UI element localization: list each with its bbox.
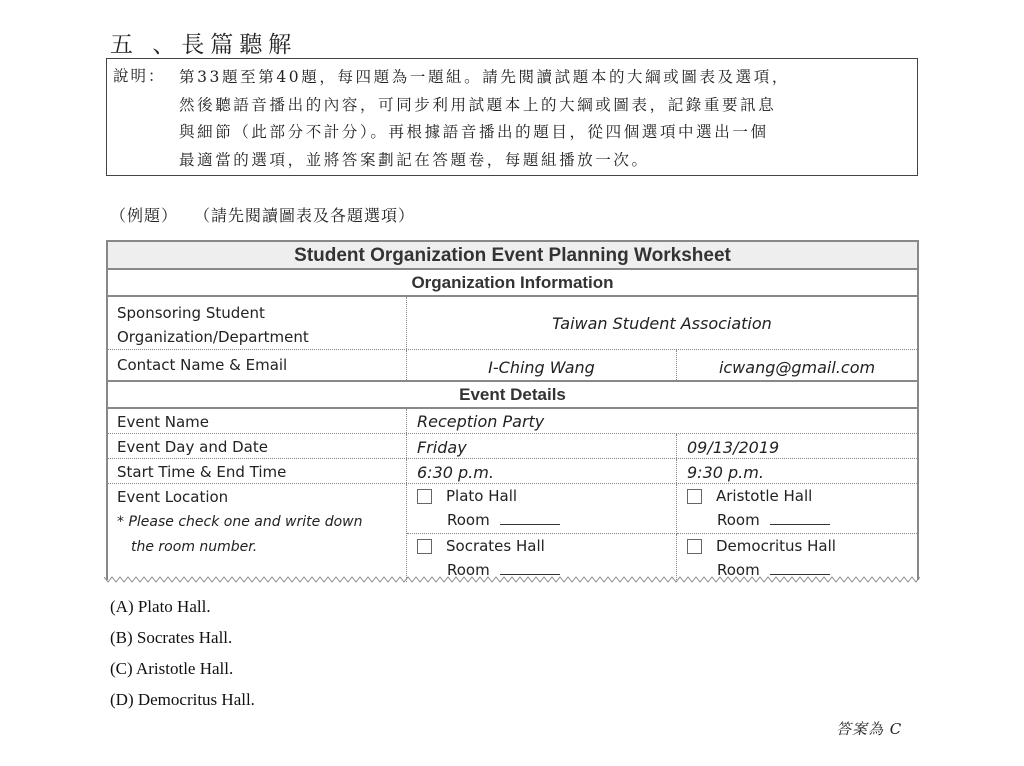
location-note: the room number. <box>131 539 258 555</box>
room-number-blank[interactable] <box>770 512 830 525</box>
instructions-box <box>106 58 918 176</box>
organization-info-header: Organization Information <box>108 270 917 297</box>
instruction-line: 最適當的選項，並將答案劃記在答題卷，每題組播放一次。 <box>179 150 650 169</box>
contact-row <box>108 350 917 382</box>
end-time-value: 9:30 p.m. <box>687 463 764 482</box>
sponsor-value: Taiwan Student Association <box>552 314 772 333</box>
hall-name: Democritus Hall <box>716 537 836 555</box>
hall-option-plato <box>407 484 677 534</box>
room-label: Room <box>717 561 760 579</box>
event-date-value: 09/13/2019 <box>687 438 780 457</box>
room-label: Room <box>717 511 760 529</box>
socrates-hall-checkbox[interactable] <box>417 539 432 554</box>
hall-name: Socrates Hall <box>446 537 545 555</box>
instruction-line: 第33題至第40題，每四題為一題組。請先閱讀試題本的大綱或圖表及選項， <box>179 68 790 86</box>
day-date-row <box>108 434 917 459</box>
section-title: 五 、長篇聽解 <box>110 32 298 58</box>
day-date-label: Event Day and Date <box>108 434 407 458</box>
start-time-value: 6:30 p.m. <box>407 459 677 483</box>
contact-label: Contact Name & Email <box>108 350 407 380</box>
time-row <box>108 459 917 484</box>
example-label: （例題） <box>110 206 179 225</box>
instructions-text <box>179 64 913 174</box>
option-a: (A) Plato Hall. <box>110 597 211 616</box>
contact-name: I-Ching Wang <box>407 350 677 380</box>
location-note: * Please check one and write down <box>117 514 363 530</box>
hall-option-aristotle <box>677 484 917 534</box>
event-day-value: Friday <box>407 434 677 458</box>
instruction-line: 然後聽語音播出的內容，可同步利用試題本上的大綱或圖表，記錄重要訊息 <box>179 95 777 114</box>
sponsor-label-line: Sponsoring Student <box>117 304 265 322</box>
event-name-label: Event Name <box>108 409 407 433</box>
sponsor-row <box>108 297 917 350</box>
aristotle-hall-checkbox[interactable] <box>687 489 702 504</box>
instruction-line: 與細節（此部分不計分）。再根據語音播出的題目，從四個選項中選出一個 <box>179 123 769 141</box>
torn-edge <box>104 574 920 584</box>
plato-hall-checkbox[interactable] <box>417 489 432 504</box>
sponsor-label <box>108 297 407 349</box>
example-note: （請先閱讀圖表及各題選項） <box>202 206 416 225</box>
room-label: Room <box>447 511 490 529</box>
time-label: Start Time & End Time <box>108 459 407 483</box>
answer-key: 答案為 C <box>836 720 903 738</box>
location-label-cell <box>108 484 407 582</box>
event-name-row <box>108 409 917 434</box>
example-heading <box>110 203 439 226</box>
event-name-value: Reception Party <box>417 412 545 431</box>
hall-name: Aristotle Hall <box>716 487 813 505</box>
location-label: Event Location <box>117 488 229 506</box>
event-details-header: Event Details <box>108 382 917 409</box>
hall-name: Plato Hall <box>446 487 518 505</box>
event-planning-worksheet <box>106 240 919 580</box>
room-number-blank[interactable] <box>500 512 560 525</box>
contact-email: icwang@gmail.com <box>718 358 876 377</box>
option-d: (D) Democritus Hall. <box>110 690 255 709</box>
sponsor-label-line: Organization/Department <box>117 328 309 346</box>
democritus-hall-checkbox[interactable] <box>687 539 702 554</box>
answer-options <box>110 596 255 720</box>
instructions-label: 說明： <box>113 67 166 85</box>
location-row <box>108 484 917 582</box>
room-label: Room <box>447 561 490 579</box>
option-b: (B) Socrates Hall. <box>110 628 233 647</box>
worksheet-title: Student Organization Event Planning Worksheet <box>108 242 917 270</box>
option-c: (C) Aristotle Hall. <box>110 659 234 678</box>
